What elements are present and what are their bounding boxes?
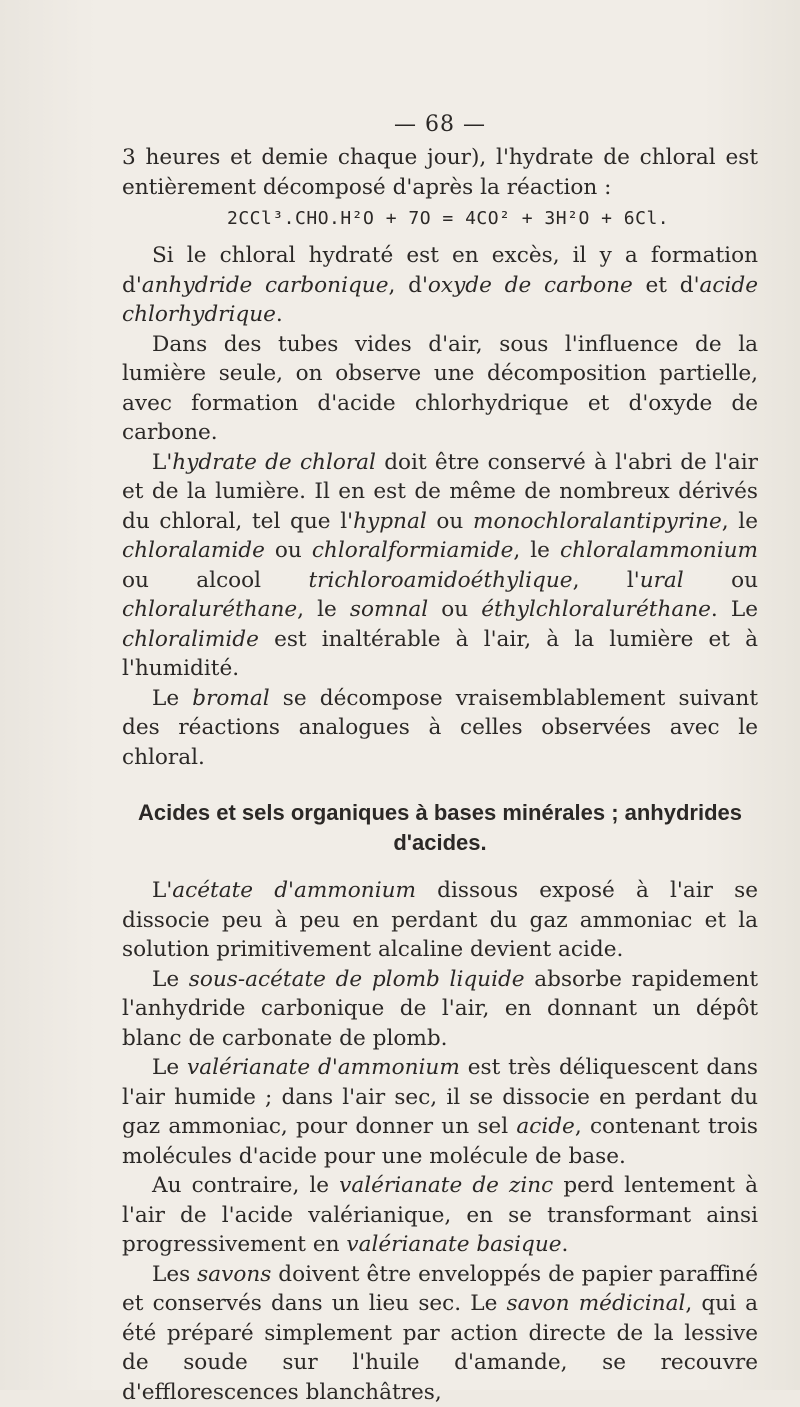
section-heading: Acides et sels organiques à bases minérales ; anhydrides d'acides. [122, 798, 758, 858]
chemical-formula: 2CCl³.CHO.H²O + 7O = 4CO² + 3H²O + 6Cl. [227, 208, 758, 229]
paragraph-8: Le valérianate d'ammonium est très déliquescent dans l'air humide ; dans l'air sec, il se dissocie en perdant du gaz ammoniac, pour donner un sel acide, contenant trois molécules d'acide pour une molécule de base. [122, 1053, 758, 1171]
paragraph-4: L'hydrate de chloral doit être conservé à l'abri de l'air et de la lumière. Il en est de même de nombreux dérivés du chloral, tel que l'hypnal ou monochloralantipyrine, le chloralamide ou chloralformiamide, le chloralammonium ou alcool trichloroamidoéthylique, l'ural ou chloraluréthane, le somnal ou éthylchloraluréthane. Le chloralimide est inaltérable à l'air, à la lumière et à l'humidité. [122, 448, 758, 684]
paragraph-10: Les savons doivent être enveloppés de papier paraffiné et conservés dans un lieu sec. Le savon médicinal, qui a été préparé simplement par action directe de la lessive de soude sur l'huile d'amande, se recouvre d'efflorescences blanchâtres, [122, 1260, 758, 1407]
paragraph-9: Au contraire, le valérianate de zinc perd lentement à l'air de l'acide valérianique, en se transformant ainsi progressivement en valérianate basique. [122, 1171, 758, 1260]
paragraph-1: 3 heures et demie chaque jour), l'hydrate de chloral est entièrement décomposé d'après la réaction : [122, 143, 758, 202]
page-number: — 68 — [122, 112, 758, 137]
paragraph-6: L'acétate d'ammonium dissous exposé à l'air se dissocie peu à peu en perdant du gaz ammoniac et la solution primitivement alcaline devient acide. [122, 876, 758, 965]
paragraph-2: Si le chloral hydraté est en excès, il y a formation d'anhydride carbonique, d'oxyde de carbone et d'acide chlorhydrique. [122, 241, 758, 330]
paragraph-3: Dans des tubes vides d'air, sous l'influence de la lumière seule, on observe une décomposition partielle, avec formation d'acide chlorhydrique et d'oxyde de carbone. [122, 330, 758, 448]
paragraph-5: Le bromal se décompose vraisemblablement suivant des réactions analogues à celles observées avec le chloral. [122, 684, 758, 773]
paragraph-7: Le sous-acétate de plomb liquide absorbe rapidement l'anhydride carbonique de l'air, en donnant un dépôt blanc de carbonate de plomb. [122, 965, 758, 1054]
